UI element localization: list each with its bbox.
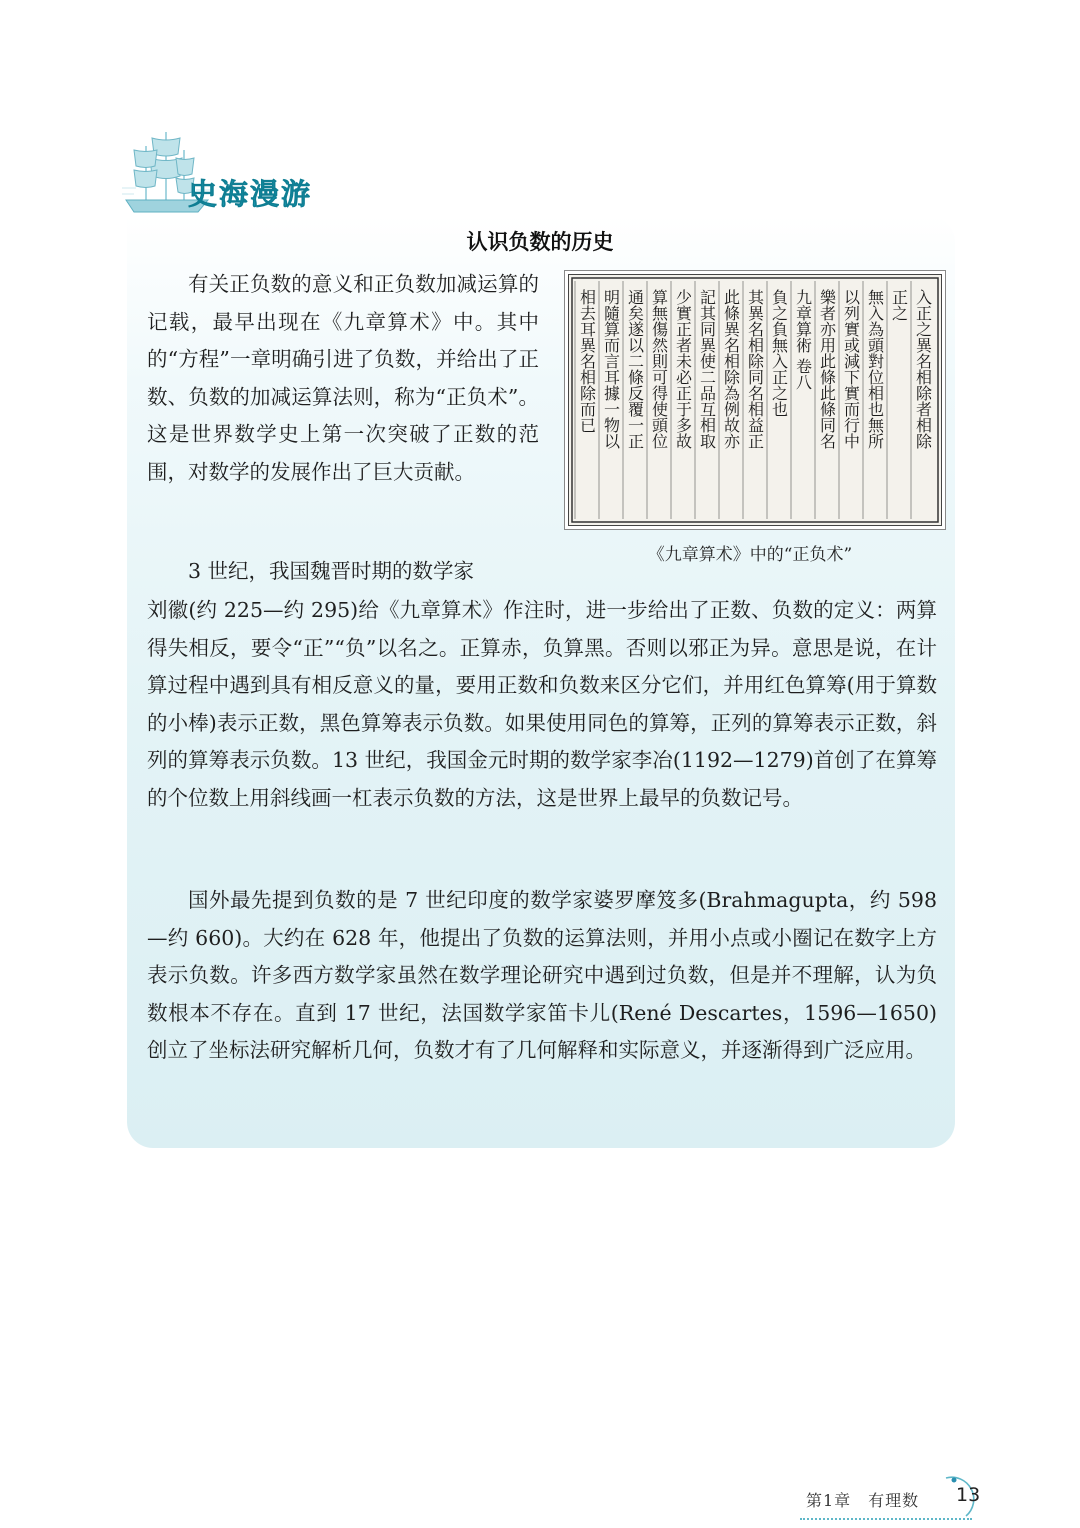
- paragraph-2-start: 3 世纪，我国魏晋时期的数学家: [188, 559, 475, 583]
- footer-chapter: 第1章 有理数: [806, 1491, 920, 1510]
- figure-text-column: 算無傷然則可得使頭位: [649, 289, 669, 449]
- figure-text-column: 明隨算而言耳據一物以: [601, 289, 621, 449]
- figure-text-column: 以列實或減下實而行中: [841, 289, 861, 449]
- paragraph-3: 国外最先提到负数的是 7 世纪印度的数学家婆罗摩笈多(Brahmagupta，约 598—约 660)。大约在 628 年，他提出了负数的运算法则，并用小点或小圈记在数字上方表示负数。许多西方数学家虽然在数学理论研究中遇到过负数，但是并不理解，认为负数根本不存在。直到 17 世纪，法国数学家笛卡儿(René Descartes，1596—1650)创立了坐标法研究解析几何，负数才有了几何解释和实际意义，并逐渐得到广泛应用。: [147, 888, 937, 1062]
- figure-text-column: 此條異名相除為例故亦: [721, 289, 741, 449]
- jiuzhang-suanshu-figure: [568, 274, 942, 526]
- section-title: 史海漫游: [188, 177, 313, 211]
- paragraph-1: 有关正负数的意义和正负数加减运算的记载，最早出现在《九章算术》中。其中的“方程”一章明确引进了负数，并给出了正数、负数的加减运算法则，称为“正负术”。这是世界数学史上第一次突破了正数的范围，对数学的发展作出了巨大贡献。: [147, 272, 539, 484]
- figure-text-column: 負之負無入正之也: [769, 289, 789, 417]
- figure-text-column: 其異名相除同名相益正: [745, 289, 765, 449]
- figure-text-column: 無入為頭對位相也無所: [865, 289, 885, 449]
- figure-text-column: 九章算術 卷八: [793, 289, 813, 391]
- figure-text-column: 記其同異使二品互相取: [697, 289, 717, 449]
- page-number: 13: [956, 1484, 981, 1506]
- figure-text-column: 相去耳異名相除而已: [577, 289, 597, 433]
- section-header: [122, 128, 352, 216]
- figure-caption: 《九章算术》中的“正负术”: [647, 545, 853, 565]
- figure-text-column: 正之: [889, 289, 909, 321]
- figure-text-column: 少實正者未必正于多故: [673, 289, 693, 449]
- figure-text-column: 樂者亦用此條此條同名: [817, 289, 837, 449]
- figure-text-column: 通矣遂以二條反覆一正: [625, 289, 645, 449]
- ancient-text-image: [569, 275, 941, 525]
- article-title: 认识负数的历史: [466, 230, 614, 254]
- paragraph-2-rest: 刘徽(约 225—约 295)给《九章算术》作注时，进一步给出了正数、负数的定义：两算得失相反，要令“正”“负”以名之。正算赤，负算黑。否则以邪正为异。意思是说，在计算过程中遇到具有相反意义的量，要用正数和负数来区分它们，并用红色算筹(用于算数的小棒)表示正数，黑色算筹表示负数。如果使用同色的算筹，正列的算筹表示正数，斜列的算筹表示负数。13 世纪，我国金元时期的数学家李冶(1192—1279)首创了在算筹的个位数上用斜线画一杠表示负数的方法，这是世界上最早的负数记号。: [147, 598, 937, 810]
- footer-dotted-line: [800, 1518, 972, 1520]
- figure-text-column: 入正之異名相除者相除: [913, 289, 933, 449]
